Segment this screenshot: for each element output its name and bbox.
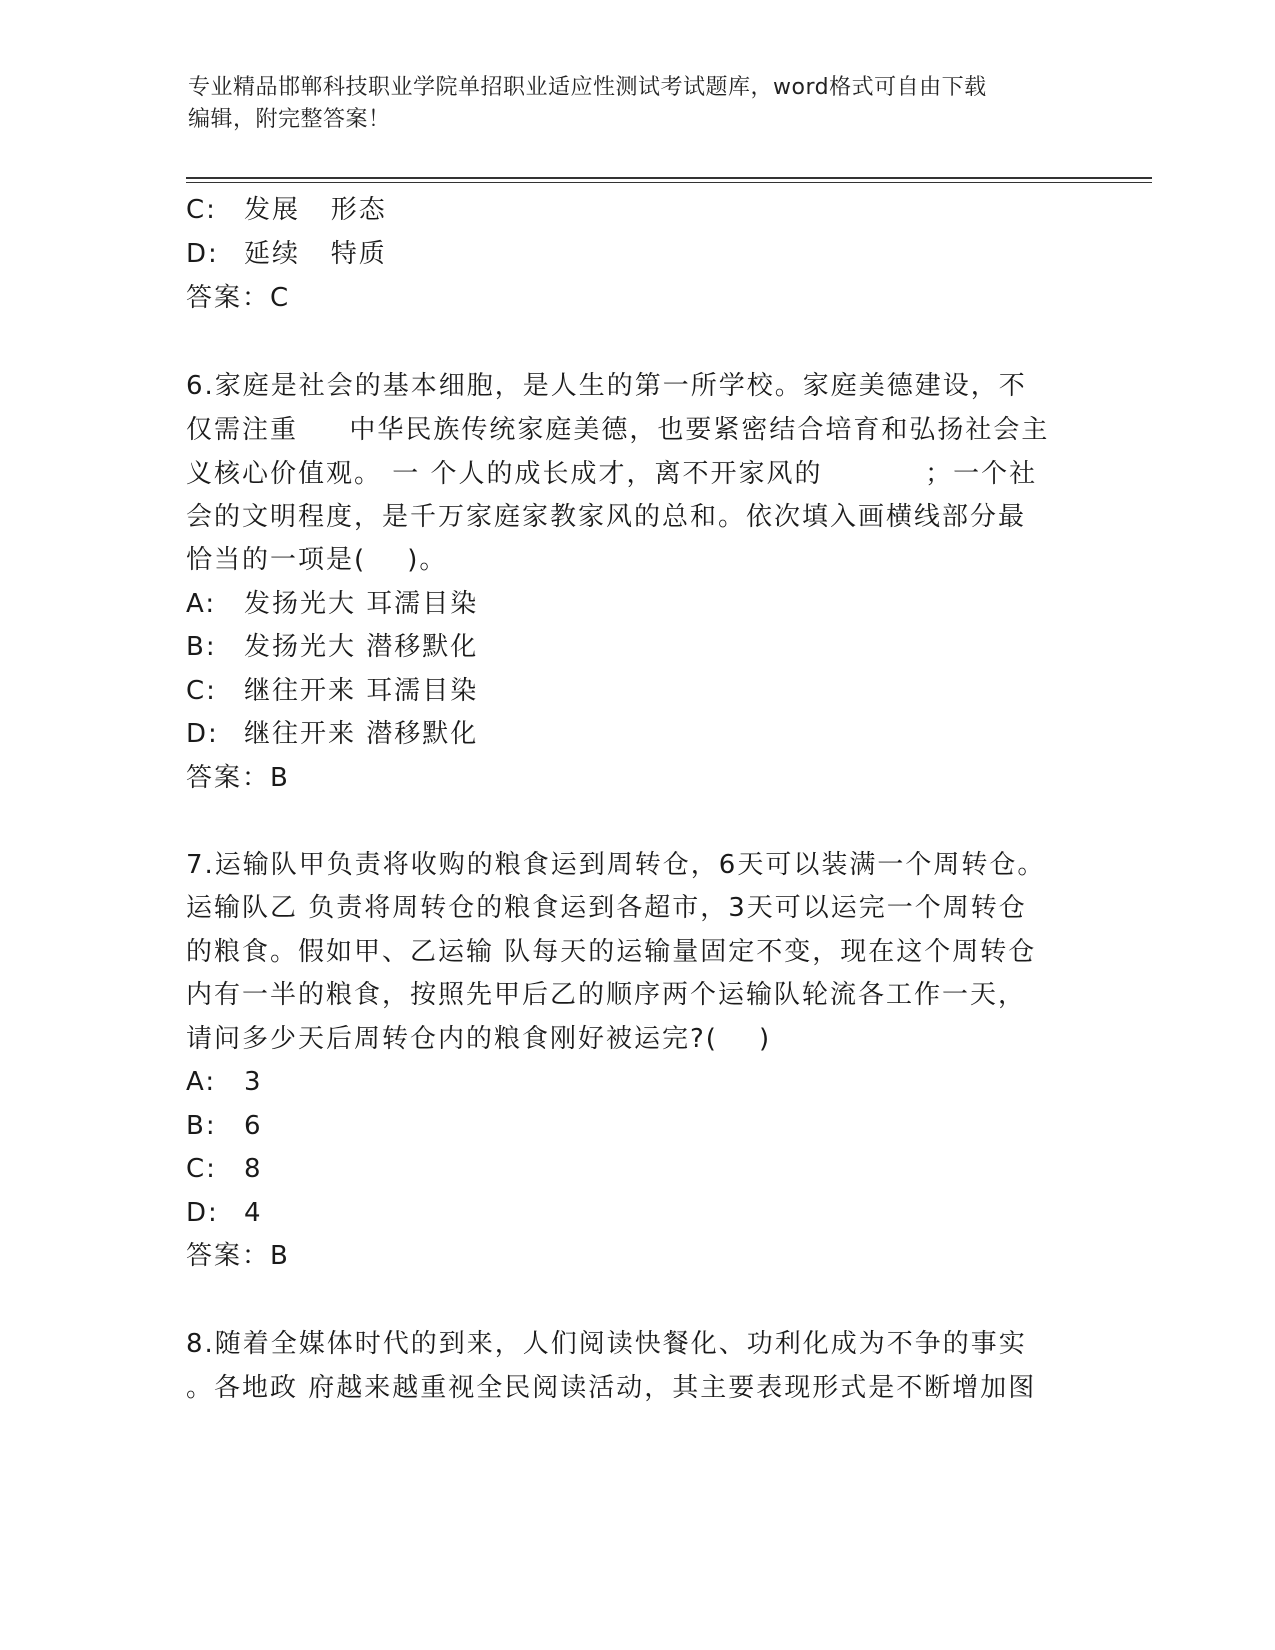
question-6-line-5: 恰当的一项是( )。 xyxy=(186,545,448,575)
question-7-line-4: 内有一半的粮食，按照先甲后乙的顺序两个运输队轮流各工作一天， xyxy=(186,980,1027,1010)
option-label: B: xyxy=(186,1111,217,1141)
document-header xyxy=(188,72,1088,136)
answer-q6: 答案：B xyxy=(186,763,290,793)
option-label: A: xyxy=(186,1067,217,1097)
option-a xyxy=(186,1066,263,1098)
question-8-line-1: 8.随着全媒体时代的到来，人们阅读快餐化、功利化成为不争的事实 xyxy=(186,1329,1027,1359)
option-c xyxy=(186,675,478,707)
option-d xyxy=(186,718,478,750)
header-line-1: 专业精品邯郸科技职业学院单招职业适应性测试考试题库，word格式可自由下载 xyxy=(188,75,987,100)
option-text: 8 xyxy=(244,1154,263,1184)
option-label: D: xyxy=(186,1198,219,1228)
header-line-2: 编辑，附完整答案！ xyxy=(188,107,391,132)
option-label: D: xyxy=(186,239,219,269)
header-rule-thin xyxy=(186,182,1152,183)
option-text: 延续 特质 xyxy=(244,239,387,269)
question-6-line-3: 义核心价值观。 一 个人的成长成才，离不开家风的 ；一个社 xyxy=(186,459,1038,489)
question-6-line-4: 会的文明程度，是千万家庭家教家风的总和。依次填入画横线部分最 xyxy=(186,502,1027,532)
option-label: C: xyxy=(186,195,217,225)
option-label: A: xyxy=(186,589,217,619)
option-label: D: xyxy=(186,719,219,749)
option-d xyxy=(186,238,387,270)
option-label: C: xyxy=(186,676,217,706)
option-text: 4 xyxy=(244,1198,263,1228)
option-text: 发扬光大 耳濡目染 xyxy=(244,589,479,619)
option-a xyxy=(186,588,478,620)
option-text: 继往开来 耳濡目染 xyxy=(244,676,479,706)
question-8-line-2: 。各地政 府越来越重视全民阅读活动，其主要表现形式是不断增加图 xyxy=(186,1373,1037,1403)
option-label: C: xyxy=(186,1154,217,1184)
question-7-line-1: 7.运输队甲负责将收购的粮食运到周转仓，6天可以装满一个周转仓。 xyxy=(186,850,1046,880)
answer-q5: 答案：C xyxy=(186,283,291,313)
answer-q7: 答案：B xyxy=(186,1241,290,1271)
option-text: 6 xyxy=(244,1111,263,1141)
header-rule-thick xyxy=(186,177,1152,179)
question-6-line-2: 仅需注重 中华民族传统家庭美德，也要紧密结合培育和弘扬社会主 xyxy=(186,415,1050,445)
question-7-line-2: 运输队乙 负责将周转仓的粮食运到各超市，3天可以运完一个周转仓 xyxy=(186,893,1027,923)
option-label: B: xyxy=(186,632,217,662)
option-b xyxy=(186,1110,263,1142)
question-7-line-3: 的粮食。假如甲、乙运输 队每天的运输量固定不变，现在这个周转仓 xyxy=(186,937,1037,967)
option-d xyxy=(186,1197,263,1229)
question-6-line-1: 6.家庭是社会的基本细胞，是人生的第一所学校。家庭美德建设，不 xyxy=(186,371,1027,401)
option-text: 3 xyxy=(244,1067,263,1097)
option-text: 发扬光大 潜移默化 xyxy=(244,632,479,662)
option-text: 发展 形态 xyxy=(244,195,387,225)
option-text: 继往开来 潜移默化 xyxy=(244,719,479,749)
option-c xyxy=(186,194,387,226)
option-b xyxy=(186,631,478,663)
option-c xyxy=(186,1153,263,1185)
question-7-line-5: 请问多少天后周转仓内的粮食刚好被运完?( ) xyxy=(186,1024,772,1054)
